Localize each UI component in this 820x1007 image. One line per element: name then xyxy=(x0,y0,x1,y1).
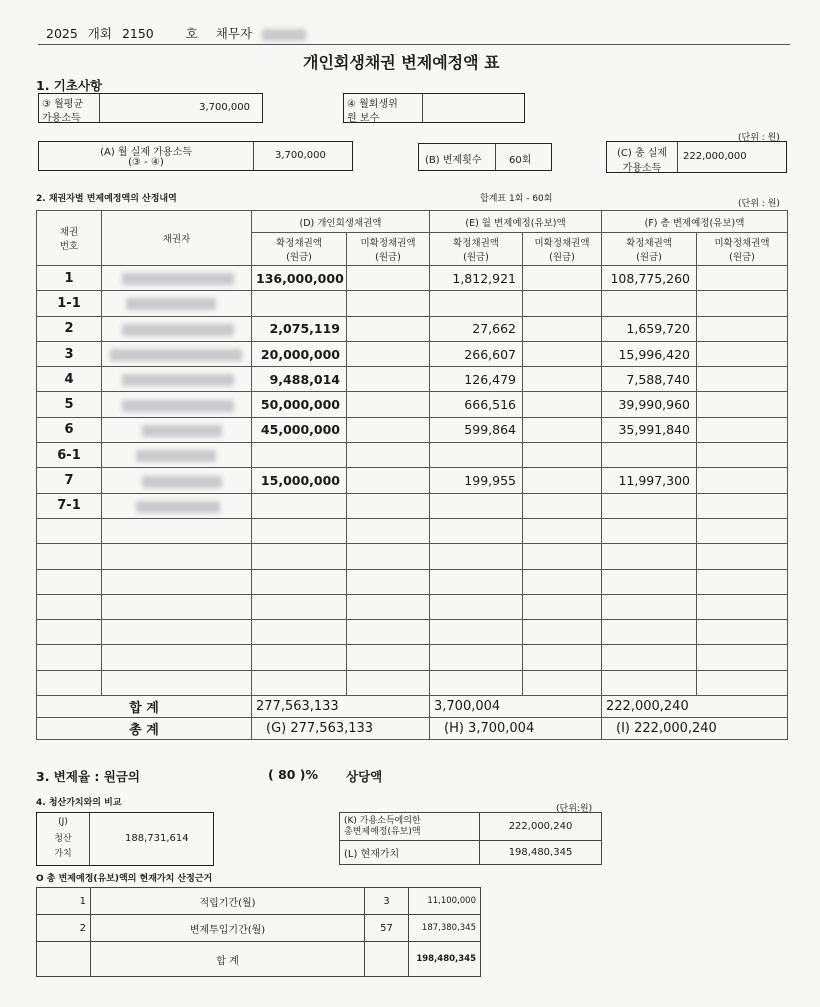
total-unconfirmed xyxy=(697,443,788,468)
unconfirmed-claim xyxy=(347,468,430,493)
row-number: 1 xyxy=(37,266,102,291)
row-number: 5 xyxy=(37,392,102,417)
redacted-creditor-name xyxy=(110,349,242,361)
creditor-name xyxy=(102,291,252,316)
document-title: 개인회생채권 변제예정액 표 xyxy=(303,53,500,72)
monthly-unconfirmed xyxy=(523,291,602,316)
row-number: 1-1 xyxy=(37,291,102,316)
repayment-rate-label: 3. 변제율 : 원금의 xyxy=(36,769,140,784)
total-confirmed: 11,997,300 xyxy=(602,468,697,493)
monthly-confirmed: 27,662 xyxy=(430,316,523,341)
C-label-1: (C) 총 실제 xyxy=(616,148,668,159)
total-h: (H) 3,700,004 xyxy=(430,718,602,740)
A-label-2: (③ - ④) xyxy=(128,157,164,168)
pv-row-no: 1 xyxy=(37,888,91,915)
repayment-rate-suffix: 상당액 xyxy=(346,769,383,784)
total-unconfirmed xyxy=(697,341,788,366)
unconfirmed-claim xyxy=(347,392,430,417)
monthly-income-label-1: ③ 월평균 xyxy=(42,99,84,110)
total-confirmed: 39,990,960 xyxy=(602,392,697,417)
L-value: 198,480,345 xyxy=(480,841,602,865)
row-number: 2 xyxy=(37,316,102,341)
living-cost-box xyxy=(343,93,525,123)
table-row xyxy=(37,316,788,341)
monthly-unconfirmed xyxy=(523,468,602,493)
total-unconfirmed xyxy=(697,316,788,341)
J-label-3: 가치 xyxy=(54,849,72,859)
pv-row-label: 변제투입기간(월) xyxy=(91,915,365,942)
pv-row-amount: 187,380,345 xyxy=(409,915,481,942)
col-F: (F) 총 변제예정(유보)액 xyxy=(602,211,788,233)
confirmed-claim: 136,000,000 xyxy=(252,266,347,291)
section5-title: O 총 변제예정(유보)액의 현재가치 산정근거 xyxy=(36,874,213,884)
monthly-confirmed: 599,864 xyxy=(430,417,523,442)
section4-unit: (단위:원) xyxy=(556,804,593,814)
creditor-name xyxy=(102,443,252,468)
J-label-2: 청산 xyxy=(54,834,72,844)
creditor-table xyxy=(36,210,788,740)
creditor-name xyxy=(102,266,252,291)
present-value-table xyxy=(36,887,481,977)
L-label: (L) 현재가치 xyxy=(340,841,480,865)
total-confirmed: 35,991,840 xyxy=(602,417,697,442)
redacted-creditor-name xyxy=(122,374,234,386)
unconfirmed-claim xyxy=(347,417,430,442)
total-unconfirmed xyxy=(697,392,788,417)
C-label-2: 가용소득 xyxy=(622,163,662,174)
col-no: 채권 번호 xyxy=(37,211,102,266)
total-i: (I) 222,000,240 xyxy=(602,718,788,740)
monthly-confirmed: 126,479 xyxy=(430,367,523,392)
col-E: (E) 월 변제예정(유보)액 xyxy=(430,211,602,233)
total-confirmed xyxy=(602,443,697,468)
unconfirmed-claim xyxy=(347,316,430,341)
pv-row-label: 적립기간(월) xyxy=(91,888,365,915)
summary-ref: 합계표 1회 - 60회 xyxy=(480,194,553,204)
sum-f: 222,000,240 xyxy=(602,696,788,718)
monthly-confirmed: 1,812,921 xyxy=(430,266,523,291)
monthly-confirmed: 666,516 xyxy=(430,392,523,417)
monthly-confirmed xyxy=(430,291,523,316)
total-confirmed: 1,659,720 xyxy=(602,316,697,341)
case-year: 2025 xyxy=(46,26,78,41)
monthly-unconfirmed xyxy=(523,367,602,392)
C-value: 222,000,000 xyxy=(683,151,747,162)
monthly-unconfirmed xyxy=(523,316,602,341)
case-number: 2150 xyxy=(121,26,154,41)
redacted-creditor-name xyxy=(122,400,234,412)
pv-row xyxy=(37,888,481,915)
comparison-table xyxy=(339,812,602,865)
creditor-name xyxy=(102,341,252,366)
table-row xyxy=(37,417,788,442)
monthly-unconfirmed xyxy=(523,266,602,291)
row-number: 4 xyxy=(37,367,102,392)
box-A xyxy=(38,141,353,171)
monthly-confirmed: 266,607 xyxy=(430,341,523,366)
col-F-unconfirmed: 미확정채권액 (원금) xyxy=(697,233,788,266)
table-row xyxy=(37,392,788,417)
header-divider xyxy=(38,44,790,45)
case-header xyxy=(46,24,306,42)
A-value: 3,700,000 xyxy=(275,150,326,161)
row-number: 6-1 xyxy=(37,443,102,468)
table-row xyxy=(37,493,788,518)
monthly-income-value: 3,700,000 xyxy=(199,102,250,113)
unconfirmed-claim xyxy=(347,493,430,518)
pv-row-no: 2 xyxy=(37,915,91,942)
monthly-unconfirmed xyxy=(523,341,602,366)
col-creditor: 채권자 xyxy=(102,211,252,266)
row-number: 3 xyxy=(37,341,102,366)
creditor-name xyxy=(102,468,252,493)
J-value: 188,731,614 xyxy=(125,833,189,844)
table-row-empty xyxy=(37,518,788,543)
K-value: 222,000,240 xyxy=(480,813,602,841)
unconfirmed-claim xyxy=(347,341,430,366)
case-type: 개회 xyxy=(87,26,112,41)
confirmed-claim: 9,488,014 xyxy=(252,367,347,392)
box-B xyxy=(418,143,552,171)
section2-title: 2. 채권자별 변제예정액의 산정내역 xyxy=(36,194,177,204)
table-row xyxy=(37,291,788,316)
section1-unit: (단위 : 원) xyxy=(738,133,780,143)
row-number: 7 xyxy=(37,468,102,493)
A-label-1: (A) 월 실제 가용소득 xyxy=(100,147,192,158)
unconfirmed-claim xyxy=(347,266,430,291)
monthly-confirmed xyxy=(430,443,523,468)
B-label: (B) 변제횟수 xyxy=(425,155,482,166)
total-confirmed xyxy=(602,493,697,518)
creditor-name xyxy=(102,392,252,417)
redacted-creditor-name xyxy=(142,476,222,488)
total-unconfirmed xyxy=(697,291,788,316)
K-label: (K) 가용소득에의한 총변제예정(유보)액 xyxy=(340,813,480,841)
table-row xyxy=(37,443,788,468)
monthly-confirmed xyxy=(430,493,523,518)
confirmed-claim: 2,075,119 xyxy=(252,316,347,341)
confirmed-claim xyxy=(252,493,347,518)
monthly-unconfirmed xyxy=(523,443,602,468)
B-value: 60회 xyxy=(509,155,532,166)
creditor-name xyxy=(102,316,252,341)
total-confirmed xyxy=(602,291,697,316)
table-row xyxy=(37,266,788,291)
total-row xyxy=(37,718,788,740)
pv-total-label: 합 계 xyxy=(91,942,365,977)
pv-total-amount: 198,480,345 xyxy=(409,942,481,977)
pv-row xyxy=(37,915,481,942)
creditor-name xyxy=(102,417,252,442)
table-row-empty xyxy=(37,645,788,670)
table-row-empty xyxy=(37,569,788,594)
J-label: (J) xyxy=(58,817,68,827)
row-number: 6 xyxy=(37,417,102,442)
liquidation-value-box xyxy=(36,812,214,866)
table-row-empty xyxy=(37,544,788,569)
monthly-income-box xyxy=(38,93,263,123)
total-g: (G) 277,563,133 xyxy=(252,718,430,740)
col-D-confirmed: 확정채권액 (원금) xyxy=(252,233,347,266)
redacted-creditor-name xyxy=(122,273,234,285)
monthly-income-label-2: 가용소득 xyxy=(42,113,81,124)
pv-row-amount: 11,100,000 xyxy=(409,888,481,915)
pv-row-months: 3 xyxy=(365,888,409,915)
confirmed-claim: 50,000,000 xyxy=(252,392,347,417)
unconfirmed-claim xyxy=(347,367,430,392)
sum-e: 3,700,004 xyxy=(430,696,602,718)
total-unconfirmed xyxy=(697,493,788,518)
col-E-confirmed: 확정채권액 (원금) xyxy=(430,233,523,266)
total-unconfirmed xyxy=(697,266,788,291)
monthly-unconfirmed xyxy=(523,417,602,442)
total-unconfirmed xyxy=(697,417,788,442)
table-row-empty xyxy=(37,594,788,619)
redacted-debtor-name xyxy=(262,29,306,41)
total-confirmed: 7,588,740 xyxy=(602,367,697,392)
redacted-creditor-name xyxy=(142,425,222,437)
table-row xyxy=(37,468,788,493)
total-confirmed: 15,996,420 xyxy=(602,341,697,366)
total-confirmed: 108,775,260 xyxy=(602,266,697,291)
section2-unit: (단위 : 원) xyxy=(738,199,780,209)
sum-d: 277,563,133 xyxy=(252,696,430,718)
table-row xyxy=(37,367,788,392)
creditor-name xyxy=(102,367,252,392)
total-unconfirmed xyxy=(697,367,788,392)
table-row-empty xyxy=(37,620,788,645)
sum-row xyxy=(37,696,788,718)
box-C xyxy=(606,141,787,173)
debtor-label: 채무자 xyxy=(215,26,253,41)
total-unconfirmed xyxy=(697,468,788,493)
row-number: 7-1 xyxy=(37,493,102,518)
redacted-creditor-name xyxy=(126,298,216,310)
unconfirmed-claim xyxy=(347,291,430,316)
col-D-unconfirmed: 미확정채권액 (원금) xyxy=(347,233,430,266)
section4-title: 4. 청산가치와의 비교 xyxy=(36,798,122,808)
table-row-empty xyxy=(37,670,788,695)
confirmed-claim xyxy=(252,291,347,316)
repayment-rate-value: ( 80 )% xyxy=(268,767,319,782)
redacted-creditor-name xyxy=(136,501,220,513)
creditor-name xyxy=(102,493,252,518)
section1-title: 1. 기초사항 xyxy=(36,78,103,93)
unconfirmed-claim xyxy=(347,443,430,468)
living-cost-label-2: 원 보수 xyxy=(347,113,380,124)
confirmed-claim: 15,000,000 xyxy=(252,468,347,493)
case-ho: 호 xyxy=(185,26,198,41)
table-row xyxy=(37,341,788,366)
monthly-unconfirmed xyxy=(523,493,602,518)
pv-row-months: 57 xyxy=(365,915,409,942)
total-label: 총 계 xyxy=(37,718,252,740)
col-E-unconfirmed: 미확정채권액 (원금) xyxy=(523,233,602,266)
monthly-unconfirmed xyxy=(523,392,602,417)
col-F-confirmed: 확정채권액 (원금) xyxy=(602,233,697,266)
confirmed-claim xyxy=(252,443,347,468)
confirmed-claim: 20,000,000 xyxy=(252,341,347,366)
col-D: (D) 개인회생채권액 xyxy=(252,211,430,233)
confirmed-claim: 45,000,000 xyxy=(252,417,347,442)
living-cost-label-1: ④ 월회생위 xyxy=(347,99,398,110)
redacted-creditor-name xyxy=(122,324,234,336)
monthly-confirmed: 199,955 xyxy=(430,468,523,493)
redacted-creditor-name xyxy=(136,450,216,462)
sum-label: 합 계 xyxy=(37,696,252,718)
